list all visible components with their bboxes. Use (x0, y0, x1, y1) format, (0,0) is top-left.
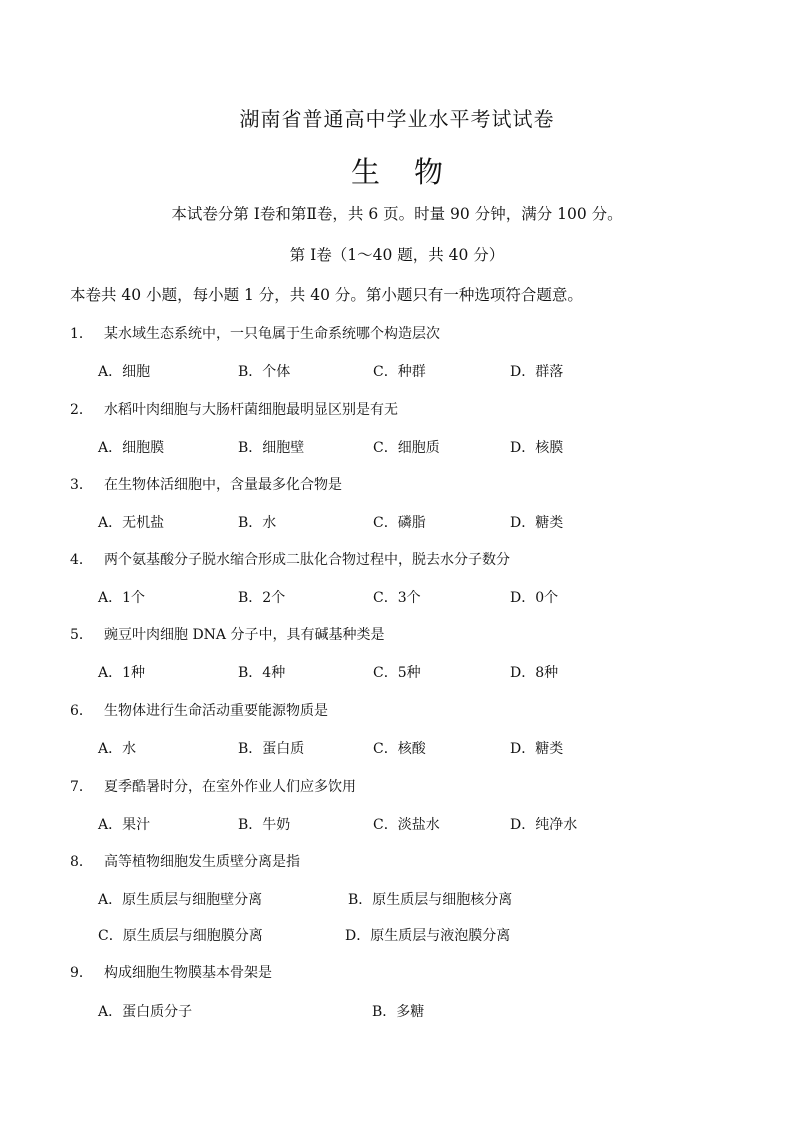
option-b: B．个体 (238, 364, 291, 380)
option-a: A．蛋白质分子 (98, 1004, 193, 1020)
question-7 (70, 776, 356, 796)
question-stem: 夏季酷暑时分，在室外作业人们应多饮用 (104, 779, 356, 795)
question-6 (70, 700, 328, 720)
question-number: 7． (70, 779, 93, 795)
question-8 (70, 851, 300, 871)
question-number: 9． (70, 965, 93, 981)
option-b: B．水 (238, 515, 277, 531)
question-number: 3． (70, 477, 93, 493)
question-3 (70, 474, 342, 494)
question-stem: 某水域生态系统中，一只龟属于生命系统哪个构造层次 (104, 326, 440, 342)
option-d: D．糖类 (510, 741, 564, 757)
question-5 (70, 624, 384, 644)
option-d: D．8种 (510, 665, 559, 681)
question-stem: 在生物体活细胞中，含量最多化合物是 (104, 477, 342, 493)
option-b: B．原生质层与细胞核分离 (348, 892, 513, 908)
question-stem: 豌豆叶肉细胞 DNA 分子中，具有碱基种类是 (104, 627, 385, 643)
option-c: C．种群 (373, 364, 426, 380)
option-c: C．5种 (373, 665, 421, 681)
option-b: B．蛋白质 (238, 741, 305, 757)
option-d: D．纯净水 (510, 817, 578, 833)
question-1 (70, 323, 440, 343)
question-number: 8． (70, 854, 93, 870)
part-instruction: 本卷共 40 小题，每小题 1 分，共 40 分。第小题只有一种选项符合题意。 (70, 286, 583, 304)
question-stem: 构成细胞生物膜基本骨架是 (104, 965, 272, 981)
part-title: 第 Ⅰ卷（1～40 题，共 40 分） (289, 246, 505, 264)
option-b: B．牛奶 (238, 817, 291, 833)
option-b: B．2个 (238, 590, 286, 606)
option-c: C．淡盐水 (373, 817, 440, 833)
option-d: D．糖类 (510, 515, 564, 531)
question-4 (70, 549, 510, 569)
question-stem: 生物体进行生命活动重要能源物质是 (104, 703, 328, 719)
option-d: D．群落 (510, 364, 564, 380)
option-a: A．原生质层与细胞壁分离 (98, 892, 263, 908)
option-a: A．无机盐 (98, 515, 165, 531)
option-c: C．磷脂 (373, 515, 426, 531)
option-d: D．核膜 (510, 440, 564, 456)
exam-title: 湖南省普通高中学业水平考试试卷 (239, 107, 555, 131)
question-9 (70, 962, 272, 982)
question-number: 1． (70, 326, 93, 342)
question-number: 5． (70, 627, 93, 643)
option-b: B．细胞壁 (238, 440, 305, 456)
option-d: D．原生质层与液泡膜分离 (345, 928, 511, 944)
question-stem: 水稻叶肉细胞与大肠杆菌细胞最明显区别是有无 (104, 402, 398, 418)
option-a: A．细胞膜 (98, 440, 165, 456)
option-c: C．3个 (373, 590, 421, 606)
question-number: 4． (70, 552, 93, 568)
option-b: B．4种 (238, 665, 286, 681)
option-d: D．0个 (510, 590, 559, 606)
option-c: C．细胞质 (373, 440, 440, 456)
option-c: C．原生质层与细胞膜分离 (98, 928, 263, 944)
question-number: 2． (70, 402, 93, 418)
option-c: C．核酸 (373, 741, 426, 757)
question-number: 6． (70, 703, 93, 719)
option-a: A．水 (98, 741, 137, 757)
option-a: A．细胞 (98, 364, 151, 380)
option-b: B．多糖 (372, 1004, 425, 1020)
question-stem: 高等植物细胞发生质壁分离是指 (104, 854, 300, 870)
exam-description: 本试卷分第 Ⅰ卷和第Ⅱ卷，共 6 页。时量 90 分钟，满分 100 分。 (171, 205, 623, 223)
option-a: A．1个 (98, 590, 146, 606)
question-stem: 两个氨基酸分子脱水缩合形成二肽化合物过程中，脱去水分子数分 (104, 552, 510, 568)
question-2 (70, 399, 398, 419)
subject-title: 生物 (350, 155, 477, 189)
option-a: A．1种 (98, 665, 146, 681)
option-a: A．果汁 (98, 817, 151, 833)
